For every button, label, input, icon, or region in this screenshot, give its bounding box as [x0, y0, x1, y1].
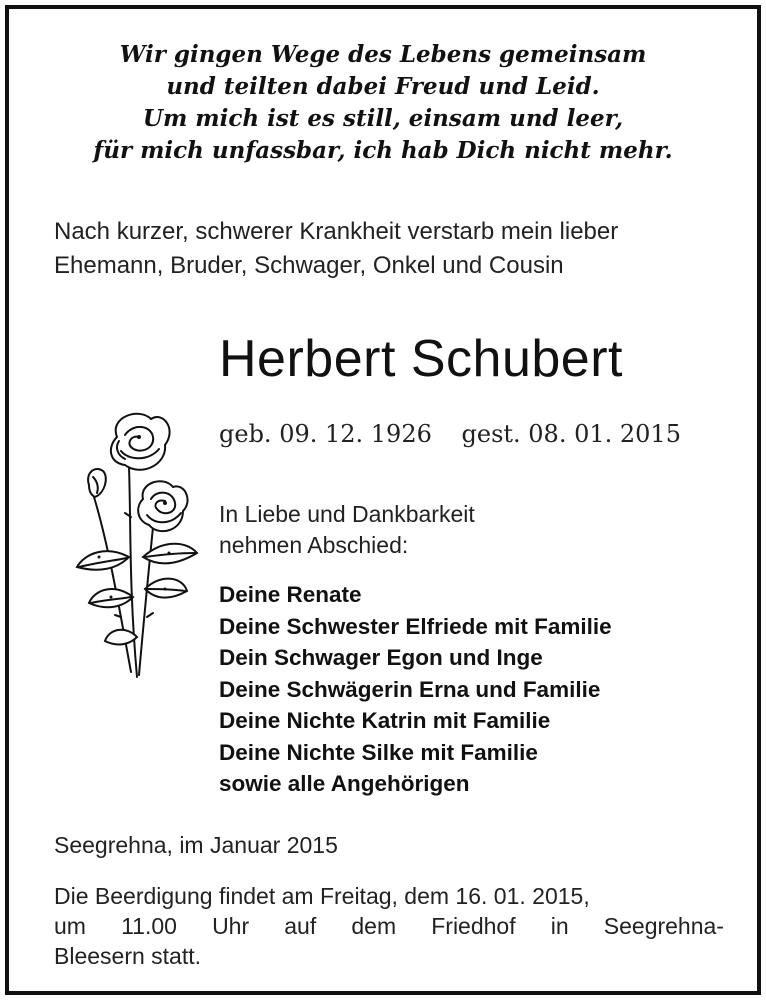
- funeral-word: Seegrehna-: [603, 913, 724, 939]
- birth-date: geb. 09. 12. 1926: [219, 420, 432, 448]
- farewell-line: nehmen Abschied:: [219, 532, 409, 558]
- funeral-line: Bleesern statt.: [54, 943, 202, 969]
- poem-line: für mich unfassbar, ich hab Dich nicht mehr.: [93, 137, 673, 164]
- funeral-word: auf: [284, 913, 317, 939]
- funeral-line: Die Beerdigung findet am Freitag, dem 16. 01. 2015,: [54, 883, 590, 909]
- mourners-list: [219, 579, 759, 800]
- poem-line: und teilten dabei Freud und Leid.: [166, 73, 600, 100]
- funeral-word: Uhr: [212, 913, 250, 939]
- funeral-word: 11.00: [121, 913, 177, 939]
- poem-line: Wir gingen Wege des Lebens gemeinsam: [119, 41, 647, 68]
- death-notice-intro: [54, 215, 734, 283]
- mourner: Deine Renate: [219, 582, 362, 607]
- death-date: gest. 08. 01. 2015: [461, 420, 681, 448]
- poem-line: Um mich ist es still, einsam und leer,: [142, 105, 624, 132]
- farewell-line: In Liebe und Dankbarkeit: [219, 501, 475, 527]
- mourner: Deine Nichte Silke mit Familie: [219, 739, 538, 765]
- poem: [9, 39, 757, 167]
- funeral-word: Friedhof: [431, 913, 516, 939]
- obituary-frame: [5, 5, 761, 995]
- mourner: Deine Nichte Katrin mit Familie: [219, 708, 551, 733]
- funeral-info: [54, 881, 724, 971]
- mourner: Deine Schwägerin Erna und Familie: [219, 676, 601, 702]
- mourner: Dein Schwager Egon und Inge: [219, 645, 543, 670]
- funeral-word: dem: [351, 913, 397, 939]
- place-and-date: Seegrehna, im Januar 2015: [54, 832, 338, 858]
- rose-illustration-icon: [59, 407, 209, 697]
- mourner: Deine Schwester Elfriede mit Familie: [219, 613, 612, 639]
- intro-line: Nach kurzer, schwerer Krankheit verstarb mein lieber: [54, 218, 619, 245]
- funeral-word: in: [550, 913, 569, 939]
- intro-line: Ehemann, Bruder, Schwager, Onkel und Cousin: [54, 252, 564, 279]
- mourner: sowie alle Angehörigen: [219, 771, 470, 796]
- funeral-line: [54, 911, 724, 941]
- life-dates: [219, 417, 739, 451]
- deceased-name: Herbert Schubert: [219, 330, 623, 388]
- farewell-text: [219, 499, 739, 561]
- funeral-word: um: [54, 913, 86, 939]
